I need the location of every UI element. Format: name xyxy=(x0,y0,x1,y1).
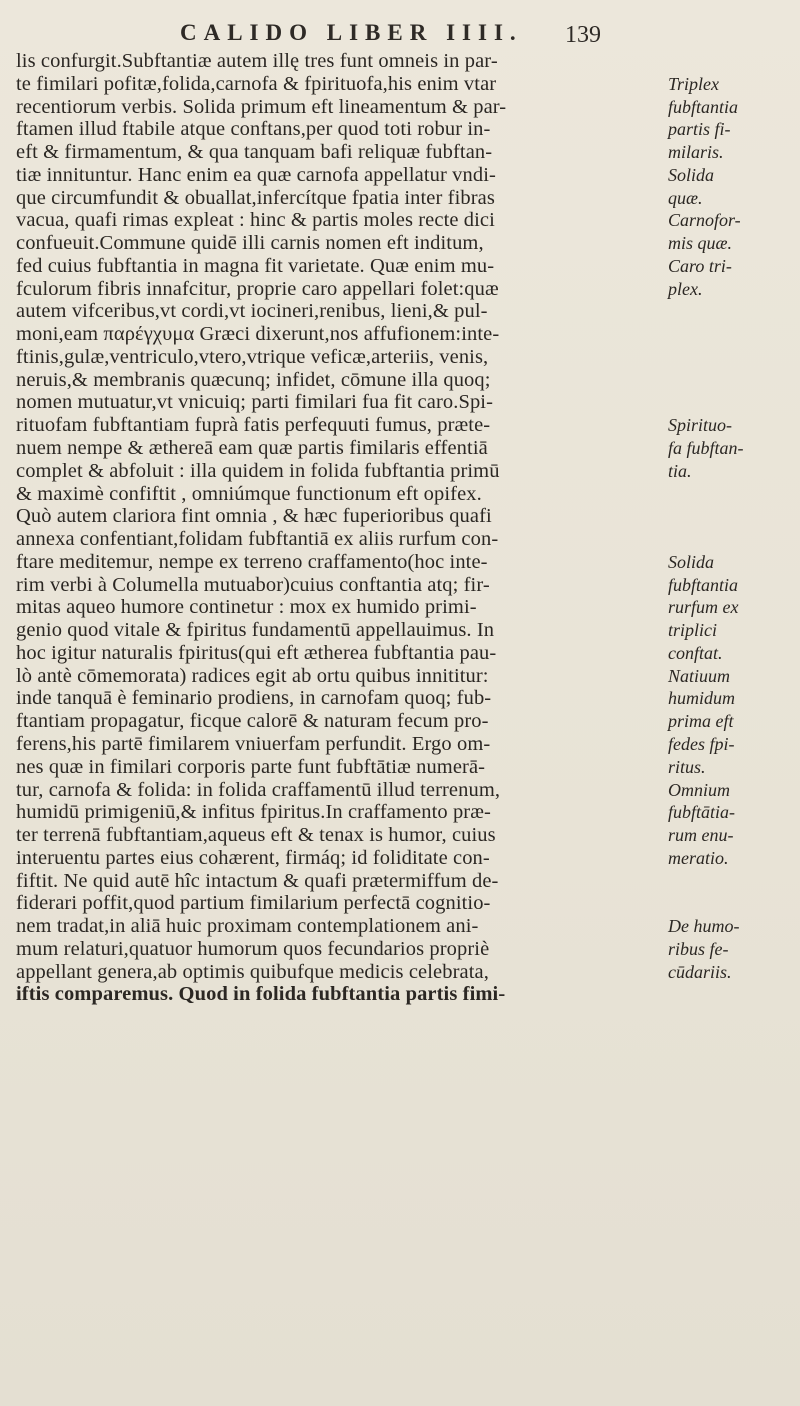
text-line: neruis,& membranis quæcunq; infidet, cōmune illa quoq; xyxy=(16,368,491,391)
margin-spacer xyxy=(668,391,798,414)
text-line: ftantiam propagatur, ficque calorē & naturam fecum pro- xyxy=(16,710,489,733)
text-line: que circumfundit & obuallat,infercítque fpatia inter fibras xyxy=(16,186,495,209)
text-line: te fimilari pofitæ,folida,carnofa & fpirituofa,his enim vtar xyxy=(16,72,497,95)
text-line: nuem nempe & æthereā eam quæ partis fimilaris effentiā xyxy=(16,437,488,460)
margin-note: fubftātia- xyxy=(668,802,735,823)
margin-note: Omnium xyxy=(668,779,730,800)
text-line: hoc igitur naturalis fpiritus(qui eft ætherea fubftantia pau- xyxy=(16,641,497,664)
margin-note: Solida xyxy=(668,551,715,572)
text-line: fculorum fibris innafcitur, proprie caro appellari folet:quæ xyxy=(16,277,499,300)
margin-note: prima eft xyxy=(668,711,734,732)
text-line: nem tradat,in aliā huic proximam contemplationem ani- xyxy=(16,915,479,938)
margin-note: tia. xyxy=(668,460,692,481)
margin-note: mis quæ. xyxy=(668,233,733,254)
margin-note: conftat. xyxy=(668,642,723,663)
margin-spacer xyxy=(668,528,798,551)
text-line: & maximè confiftit , omniúmque functionum eft opifex. xyxy=(16,482,482,505)
text-line: fiderari poffit,quod partium fimilarium perfectā cognitio- xyxy=(16,892,491,915)
text-line: iftis comparemus. Quod in folida fubftantia partis fimi- xyxy=(16,983,506,1006)
margin-spacer xyxy=(668,983,798,1006)
margin-note: triplici xyxy=(668,620,717,641)
margin-note: De humo- xyxy=(668,916,740,937)
text-line: complet & abfoluit : illa quidem in folida fubftantia primū xyxy=(16,459,500,482)
text-line: ferens,his partē fimilarem vniuerfam perfundit. Ergo om- xyxy=(16,732,491,755)
text-line: mum relaturi,quatuor humorum quos fecundarios propriè xyxy=(16,937,490,960)
margin-spacer xyxy=(668,505,798,528)
text-line: rituofam fubftantiam fuprà fatis perfequuti fumus, præte- xyxy=(16,414,491,437)
text-line: ter terrenā fubftantiam,aqueus eft & tenax is humor, cuius xyxy=(16,824,496,847)
text-line: mitas aqueo humore continetur : mox ex humido primi- xyxy=(16,596,477,619)
text-line: ftamen illud ftabile atque conftans,per quod toti robur in- xyxy=(16,118,491,141)
margin-spacer xyxy=(668,323,798,346)
running-title: CALIDO LIBER IIII. xyxy=(180,20,523,45)
margin-note: Spirituo- xyxy=(668,415,733,436)
margin-note: fa fubftan- xyxy=(668,438,744,459)
margin-spacer xyxy=(668,483,798,506)
text-line: tiæ innituntur. Hanc enim ea quæ carnofa appellatur vndi- xyxy=(16,163,496,186)
margin-spacer xyxy=(668,870,798,893)
margin-spacer xyxy=(668,892,798,915)
margin-note: meratio. xyxy=(668,847,729,868)
page-number: 139 xyxy=(565,22,601,48)
main-text-column xyxy=(16,50,666,1006)
text-line: interuentu partes eius cohærent, firmáq; id foliditate con- xyxy=(16,846,490,869)
margin-spacer xyxy=(668,300,798,323)
margin-note: rurfum ex xyxy=(668,597,739,618)
text-line: genio quod vitale & fpiritus fundamentū appellauimus. In xyxy=(16,619,495,642)
margin-note: Triplex xyxy=(668,73,720,94)
text-line: fiftit. Ne quid autē hîc intactum & quafi prætermiffum de- xyxy=(16,869,499,892)
text-line: ftare meditemur, nempe ex terreno craffamento(hoc inte- xyxy=(16,550,488,573)
text-line: inde tanquā è feminario prodiens, in carnofam quoq; fub- xyxy=(16,687,492,710)
text-line: appellant genera,ab optimis quibufque medicis celebrata, xyxy=(16,960,489,983)
text-line: Quò autem clariora fint omnia , & hæc fuperioribus quafi xyxy=(16,505,492,528)
margin-note: Natiuum xyxy=(668,665,731,686)
margin-note: milaris. xyxy=(668,142,724,163)
text-line: lis confurgit.Subftantiæ autem illę tres funt omneis in par- xyxy=(16,50,498,72)
text-line: annexa confentiant,folidam fubftantiā ex aliis rurfum con- xyxy=(16,528,499,551)
text-line: rim verbi à Columella mutuabor)cuius conftantia atq; fir- xyxy=(16,573,490,596)
text-line: recentiorum verbis. Solida primum eft lineamentum & par- xyxy=(16,95,507,118)
margin-spacer xyxy=(668,346,798,369)
margin-notes-column xyxy=(668,50,798,1006)
margin-note: quæ. xyxy=(668,187,703,208)
margin-note: rum enu- xyxy=(668,825,734,846)
text-line: ftinis,gulæ,ventriculo,vtero,vtrique veficæ,arteriis, venis, xyxy=(16,345,489,368)
margin-note: ribus fe- xyxy=(668,938,729,959)
text-line: confueuit.Commune quidē illi carnis nomen eft inditum, xyxy=(16,232,484,255)
text-line: moni,eam παρέγχυμα Græci dixerunt,nos affufionem:inte- xyxy=(16,323,500,346)
margin-note: cūdariis. xyxy=(668,961,732,982)
page-header xyxy=(0,20,800,54)
text-line: humidū primigeniū,& infitus fpiritus.In craffamento præ- xyxy=(16,801,491,824)
text-line: nes quæ in fimilari corporis parte funt fubftātiæ numerā- xyxy=(16,755,486,778)
margin-spacer xyxy=(668,369,798,392)
text-line: tur, carnofa & folida: in folida craffamentū illud terrenum, xyxy=(16,778,501,801)
text-line: fed cuius fubftantia in magna fit varietate. Quæ enim mu- xyxy=(16,254,495,277)
text-line: nomen mutuatur,vt vnicuiq; parti fimilari fua fit caro.Spi- xyxy=(16,391,494,414)
margin-note: fedes fpi- xyxy=(668,733,735,754)
margin-note: partis fi- xyxy=(668,119,731,140)
text-line: vacua, quafi rimas expleat : hinc & partis moles recte dici xyxy=(16,209,495,232)
margin-note: plex. xyxy=(668,278,703,299)
margin-note: Solida xyxy=(668,164,715,185)
margin-note: humidum xyxy=(668,688,735,709)
margin-spacer xyxy=(668,50,798,73)
text-line: lò antè cōmemorata) radices egit ab ortu quibus innititur: xyxy=(16,664,489,687)
text-line: eft & firmamentum, & qua tanquam bafi reliquæ fubftan- xyxy=(16,141,493,164)
margin-note: Caro tri- xyxy=(668,255,732,276)
margin-note: fubftantia xyxy=(668,574,739,595)
margin-note: Carnofor- xyxy=(668,210,741,231)
margin-note: fubftantia xyxy=(668,96,739,117)
text-line: autem vifceribus,vt cordi,vt iocineri,renibus, lieni,& pul- xyxy=(16,300,488,323)
margin-note: ritus. xyxy=(668,756,706,777)
